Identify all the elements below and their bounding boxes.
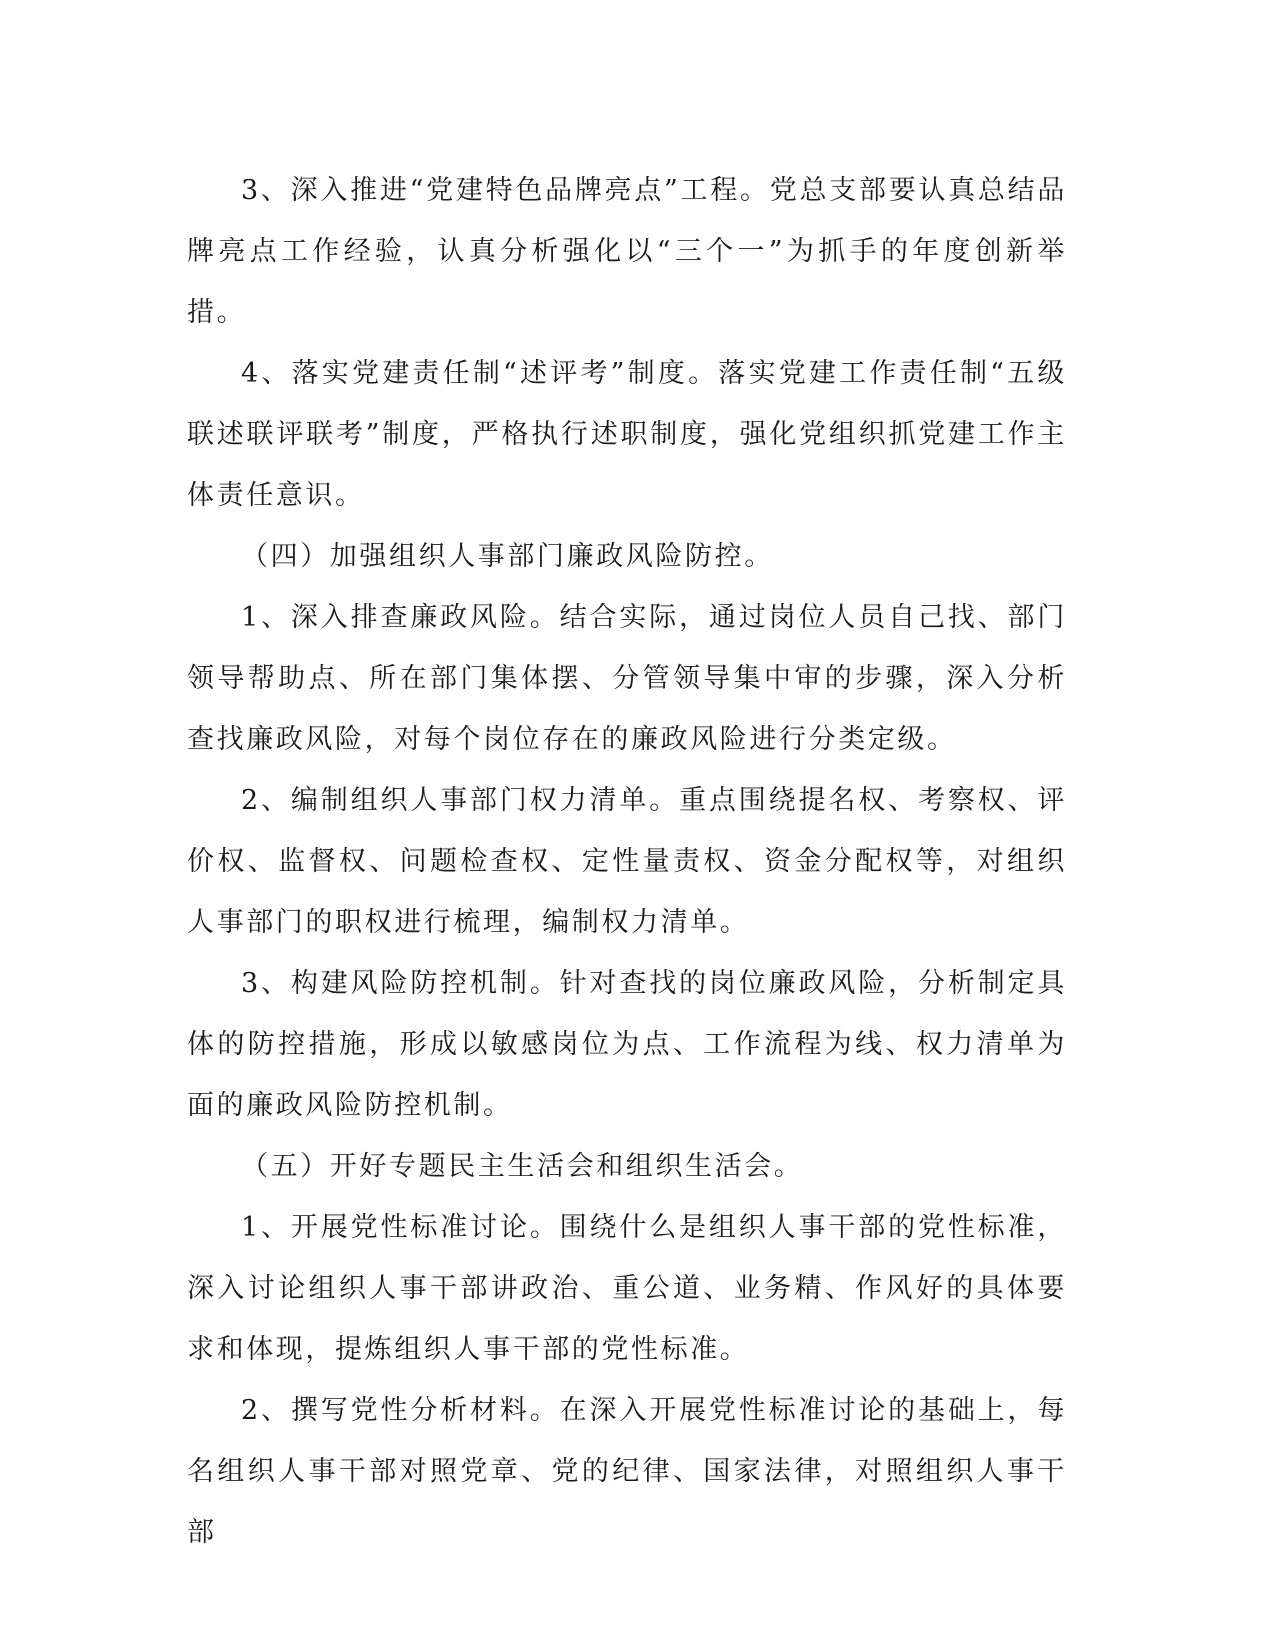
paragraph-responsibility-system: 4、落实党建责任制“述评考”制度。落实党建工作责任制“五级联述联评联考”制度，严格执行述职制度，强化党组织抓党建工作主体责任意识。: [187, 358, 1067, 511]
document-body: [187, 160, 1067, 1563]
paragraph-power-list: 2、编制组织人事部门权力清单。重点围绕提名权、考察权、评价权、监督权、问题检查权、定性量责权、资金分配权等，对组织人事部门的职权进行梳理，编制权力清单。: [187, 785, 1067, 938]
section-heading-life-meetings: （五）开好专题民主生活会和组织生活会。: [241, 1151, 804, 1182]
paragraph-analysis-materials: 2、撰写党性分析材料。在深入开展党性标准讨论的基础上，每名组织人事干部对照党章、党的纪律、国家法律，对照组织人事干部: [187, 1395, 1067, 1548]
paragraph-control-mechanism: 3、构建风险防控机制。针对查找的岗位廉政风险，分析制定具体的防控措施，形成以敏感岗位为点、工作流程为线、权力清单为面的廉政风险防控机制。: [187, 968, 1067, 1121]
paragraph-brand-project: 3、深入推进“党建特色品牌亮点”工程。党总支部要认真总结品牌亮点工作经验，认真分析强化以“三个一”为抓手的年度创新举措。: [187, 175, 1067, 328]
paragraph-party-standards: 1、开展党性标准讨论。围绕什么是组织人事干部的党性标准，深入讨论组织人事干部讲政治、重公道、业务精、作风好的具体要求和体现，提炼组织人事干部的党性标准。: [187, 1212, 1067, 1365]
section-heading-risk-control: （四）加强组织人事部门廉政风险防控。: [241, 541, 774, 572]
paragraph-risk-investigation: 1、深入排查廉政风险。结合实际，通过岗位人员自己找、部门领导帮助点、所在部门集体摆、分管领导集中审的步骤，深入分析查找廉政风险，对每个岗位存在的廉政风险进行分类定级。: [187, 602, 1067, 755]
